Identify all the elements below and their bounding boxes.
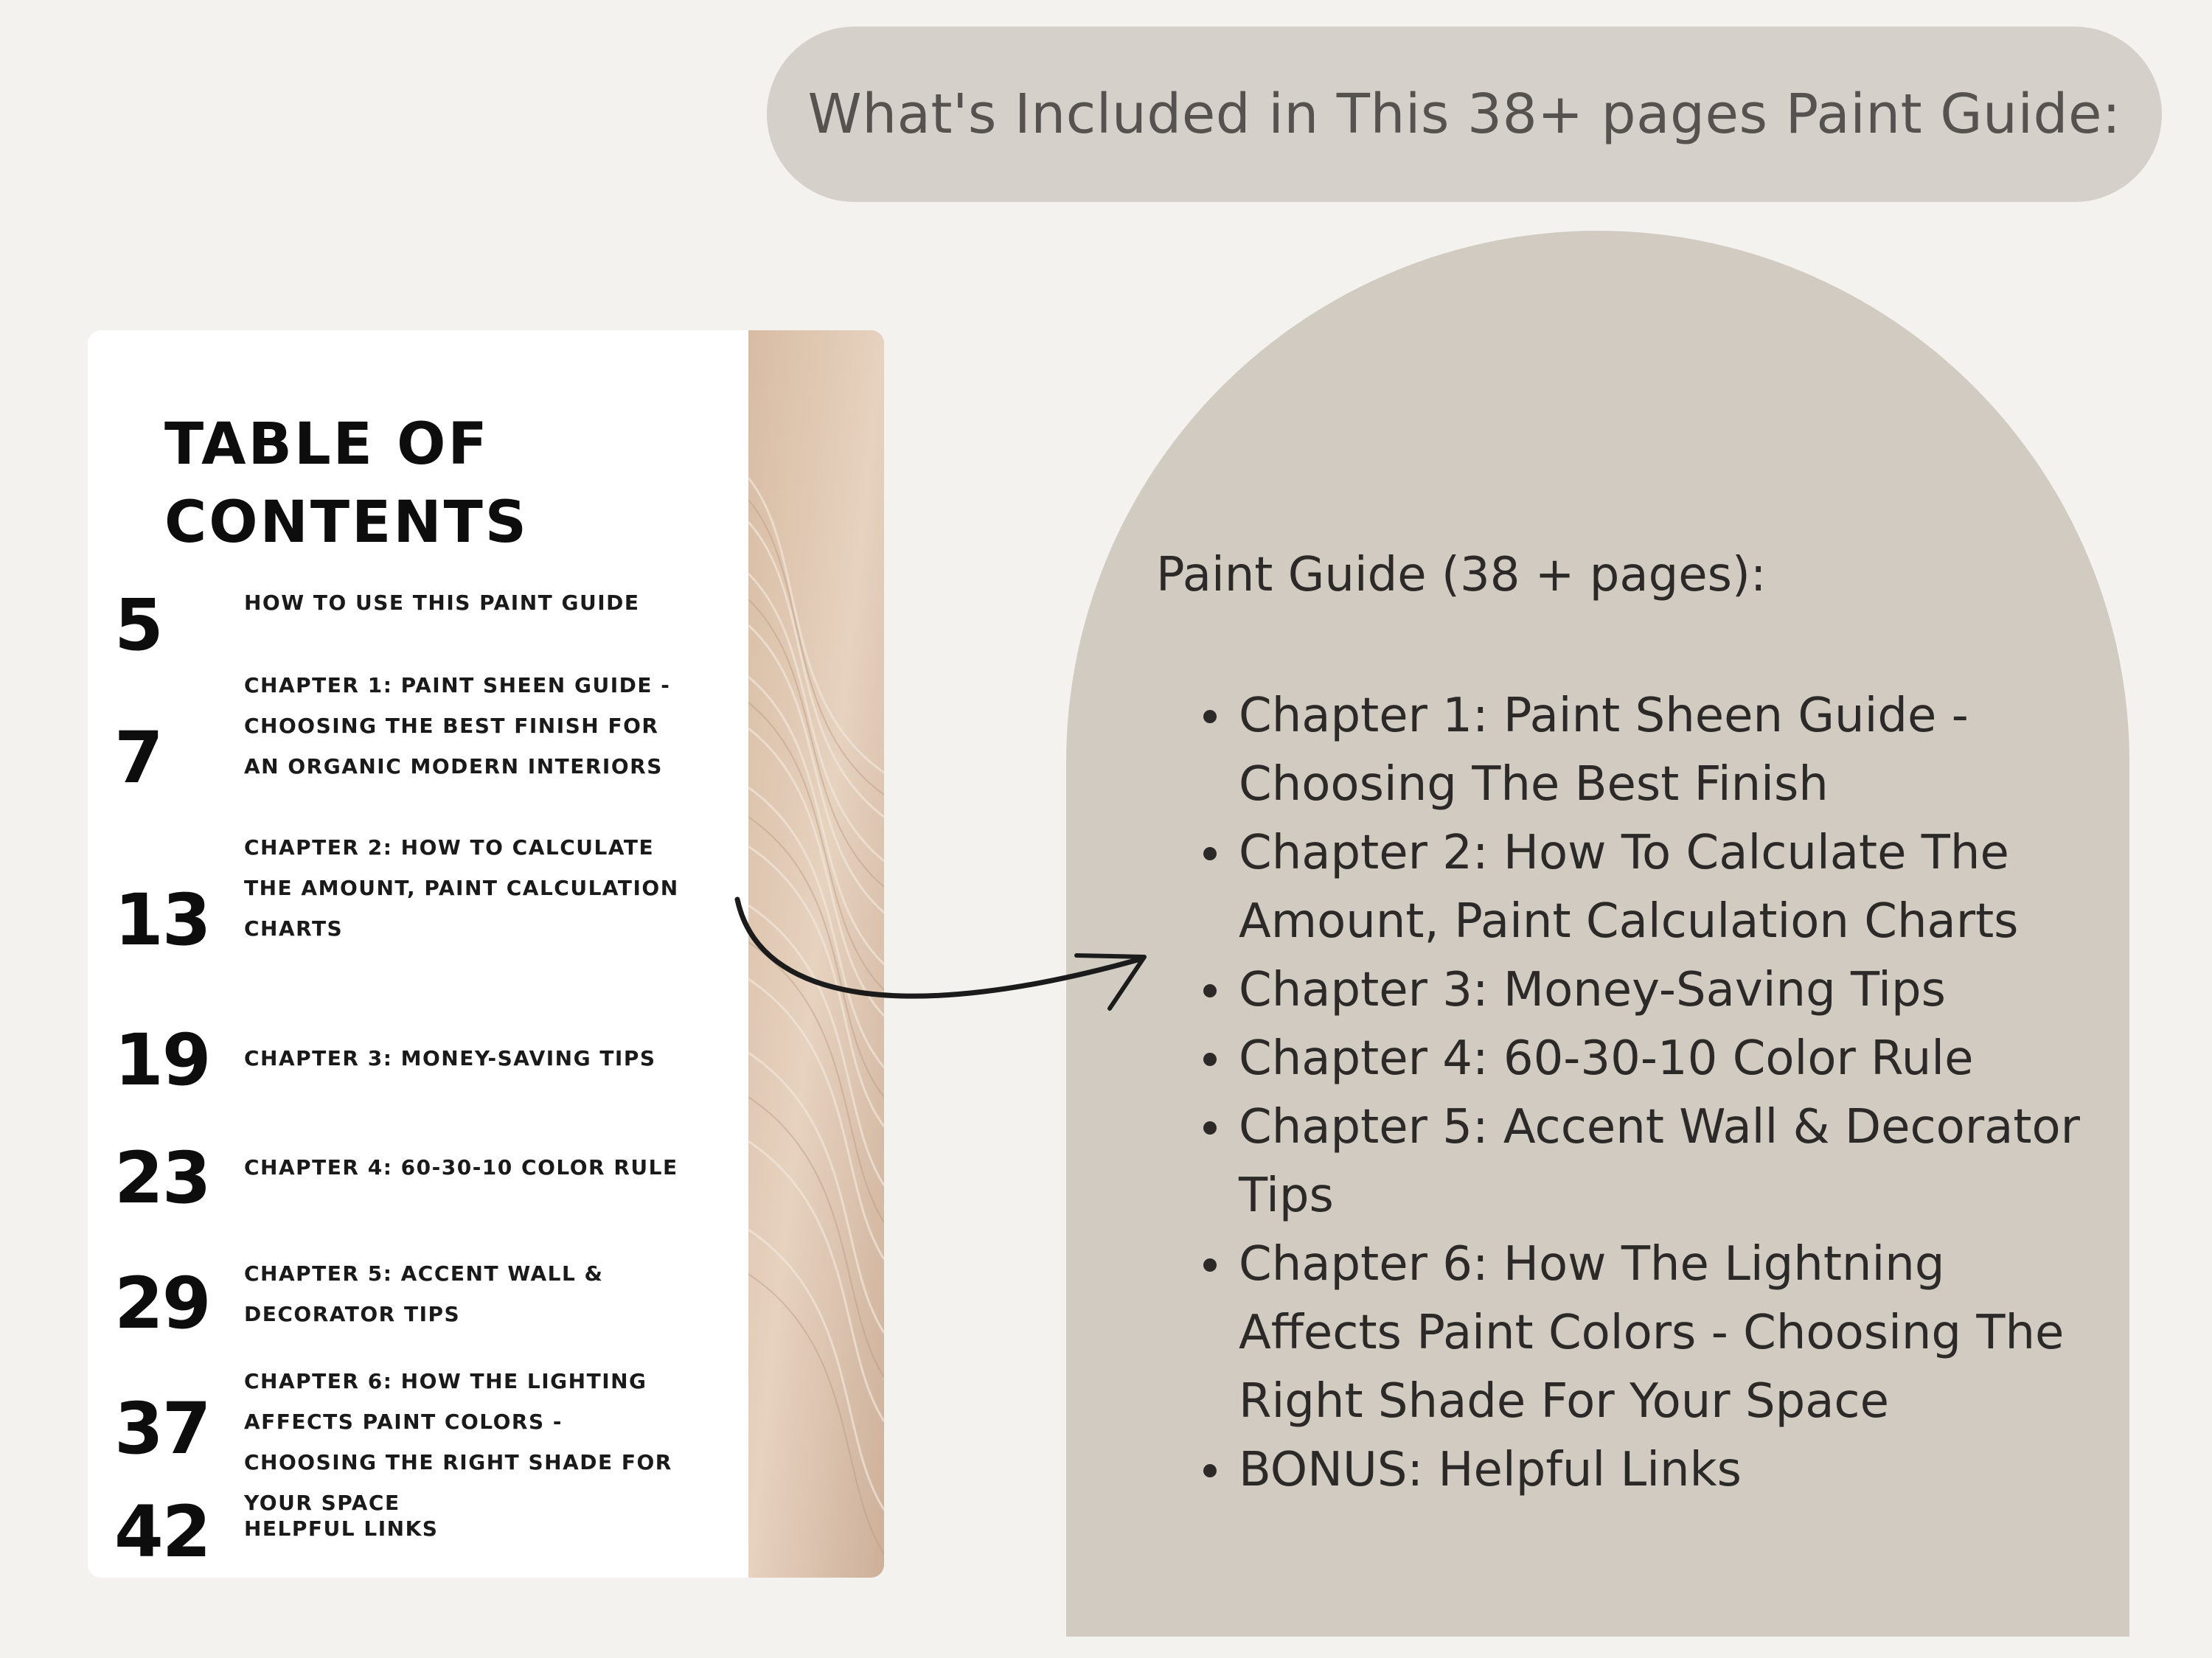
toc-page-number: 7 xyxy=(114,717,162,799)
toc-page-number: 5 xyxy=(114,584,162,666)
arch-heading: Paint Guide (38 + pages): xyxy=(1156,548,1767,602)
curved-arrow-icon xyxy=(730,885,1172,1032)
header-title: What's Included in This 38+ pages Paint Guide: xyxy=(807,83,2121,146)
list-item: Chapter 2: How To Calculate The Amount, Paint Calculation Charts xyxy=(1239,819,2109,956)
toc-page-number: 19 xyxy=(114,1019,210,1101)
list-item: Chapter 1: Paint Sheen Guide - Choosing The Best Finish xyxy=(1239,682,2109,819)
header-pill xyxy=(767,27,2162,202)
toc-entry-label: CHAPTER 4: 60-30-10 COLOR RULE xyxy=(244,1155,678,1180)
toc-entry-label: HOW TO USE THIS PAINT GUIDE xyxy=(244,591,640,615)
toc-entry-label: CHAPTER 1: PAINT SHEEN GUIDE - CHOOSING THE BEST FINISH FOR AN ORGANIC MODERN INTERIORS xyxy=(244,673,671,779)
arch-panel xyxy=(1066,231,2129,1637)
toc-page-number: 29 xyxy=(114,1262,210,1345)
toc-page-number: 42 xyxy=(114,1491,210,1573)
chapter-list xyxy=(1239,682,2109,1505)
toc-entry-label: CHAPTER 5: ACCENT WALL & DECORATOR TIPS xyxy=(244,1261,604,1326)
toc-title: TABLE OF CONTENTS xyxy=(164,411,529,556)
toc-entry-label: CHAPTER 2: HOW TO CALCULATE THE AMOUNT, PAINT CALCULATION CHARTS xyxy=(244,835,679,941)
toc-entry-label: CHAPTER 3: MONEY-SAVING TIPS xyxy=(244,1046,656,1070)
list-item: BONUS: Helpful Links xyxy=(1239,1436,2109,1505)
toc-page-number: 23 xyxy=(114,1137,210,1219)
toc-entry-label: CHAPTER 6: HOW THE LIGHTING AFFECTS PAINT COLORS - CHOOSING THE RIGHT SHADE FOR YOUR SPACE xyxy=(244,1369,672,1515)
toc-page-number: 13 xyxy=(114,879,210,961)
toc-entry-label: HELPFUL LINKS xyxy=(244,1516,439,1541)
toc-page-number: 37 xyxy=(114,1387,210,1470)
list-item: Chapter 6: How The Lightning Affects Paint Colors - Choosing The Right Shade For Your Space xyxy=(1239,1230,2109,1436)
list-item: Chapter 5: Accent Wall & Decorator Tips xyxy=(1239,1093,2109,1230)
list-item: Chapter 3: Money-Saving Tips xyxy=(1239,956,2109,1025)
list-item: Chapter 4: 60-30-10 Color Rule xyxy=(1239,1025,2109,1093)
